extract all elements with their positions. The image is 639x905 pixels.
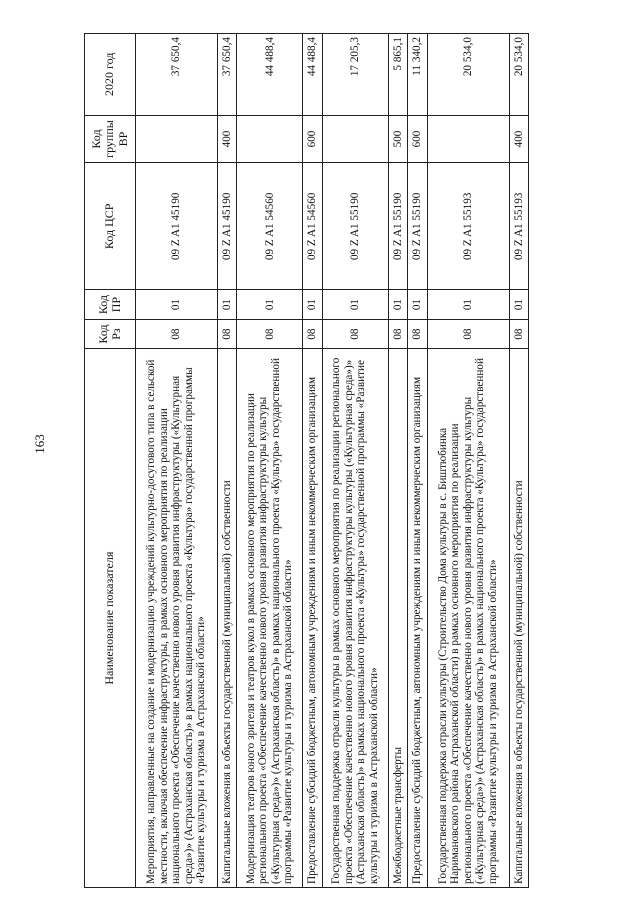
row-pr: 01 (408, 290, 427, 319)
row-amount: 37 650,4 (217, 34, 236, 116)
row-name: Предоставление субсидий бюджетным, автономным учреждениям и иным некоммерческим организациям (303, 349, 322, 888)
row-name: Капитальные вложения в объекты государственной (муниципальной) собственности (509, 349, 528, 888)
budget-table-container (84, 33, 529, 888)
row-vr: 600 (303, 115, 322, 163)
row-name: Модернизация театров юного зрителя и театров кукол в рамках основного мероприятия по реализации регионального проекта «Обеспечение качественно нового уровня развития инфраструктуры культуры («Культурная среда»)» (Астраханская область)» в рамках национального проекта «Культура» государственной программы «Развитие культуры и туризма в Астраханской области» (237, 349, 303, 888)
header-2020: 2020 год (85, 34, 136, 116)
row-csr: 09 Z A1 54560 (303, 163, 322, 290)
row-pr: 01 (322, 290, 388, 319)
row-amount: 11 340,2 (408, 34, 427, 116)
row-name: Государственная поддержка отрасли культуры в рамках основного мероприятия по реализации регионального проекта «Обеспечение качественно нового уровня развития инфраструктуры культуры («Культурная среда»)» (Астраханская область)» в рамках национального проекта «Культура» государственной программы «Развитие культуры и туризма в Астраханской области» (322, 349, 388, 888)
row-name: Предоставление субсидий бюджетным, автономным учреждениям и иным некоммерческим организациям (408, 349, 427, 888)
row-amount: 20 534,0 (509, 34, 528, 116)
header-rz: Код Рз (85, 319, 136, 348)
row-amount: 20 534,0 (427, 34, 509, 116)
table-row (389, 34, 408, 888)
row-amount: 37 650,4 (136, 34, 218, 116)
row-rz: 08 (237, 319, 303, 348)
header-vr: Код группы ВР (85, 115, 136, 163)
row-csr: 09 Z A1 55190 (322, 163, 388, 290)
row-rz: 08 (509, 319, 528, 348)
row-csr: 09 Z A1 55193 (509, 163, 528, 290)
row-pr: 01 (237, 290, 303, 319)
row-amount: 44 488,4 (237, 34, 303, 116)
row-csr: 09 Z A1 54560 (237, 163, 303, 290)
row-vr: 400 (217, 115, 236, 163)
row-rz: 08 (389, 319, 408, 348)
row-pr: 01 (389, 290, 408, 319)
table-row (217, 34, 236, 888)
page-number: 163 (31, 434, 47, 454)
row-amount: 17 205,3 (322, 34, 388, 116)
budget-table (84, 33, 529, 888)
table-row (408, 34, 427, 888)
row-pr: 01 (303, 290, 322, 319)
table-row (509, 34, 528, 888)
row-csr: 09 Z A1 55190 (408, 163, 427, 290)
row-vr: 400 (509, 115, 528, 163)
row-amount: 5 865,1 (389, 34, 408, 116)
row-vr: 600 (408, 115, 427, 163)
header-csr: Код ЦСР (85, 163, 136, 290)
row-pr: 01 (509, 290, 528, 319)
row-csr: 09 Z A1 55190 (389, 163, 408, 290)
table-row (322, 34, 388, 888)
header-name: Наименование показателя (85, 349, 136, 888)
row-vr: 500 (389, 115, 408, 163)
row-name: Государственная поддержка отрасли культуры (Строительство Дома культуры в с. Биштюбинка Наримановского района Астраханской области) в рамках основного мероприятия по реализации регионального проекта «Обеспечение качественно нового уровня развития инфраструктуры культуры («Культурная среда»)» (Астраханская область)» в рамках национального проекта «Культура» государственной программы «Развитие культуры и туризма в Астраханской области» (427, 349, 509, 888)
table-row (237, 34, 303, 888)
row-csr: 09 Z A1 55193 (427, 163, 509, 290)
row-rz: 08 (303, 319, 322, 348)
table-row (427, 34, 509, 888)
row-csr: 09 Z A1 45190 (217, 163, 236, 290)
row-vr (237, 115, 303, 163)
row-rz: 08 (408, 319, 427, 348)
row-pr: 01 (136, 290, 218, 319)
table-header-row (85, 34, 136, 888)
row-amount: 44 488,4 (303, 34, 322, 116)
row-pr: 01 (217, 290, 236, 319)
row-vr (427, 115, 509, 163)
table-row (303, 34, 322, 888)
row-rz: 08 (427, 319, 509, 348)
header-pr: Код ПР (85, 290, 136, 319)
row-rz: 08 (136, 319, 218, 348)
row-vr (322, 115, 388, 163)
row-rz: 08 (217, 319, 236, 348)
row-name: Капитальные вложения в объекты государственной (муниципальной) собственности (217, 349, 236, 888)
row-rz: 08 (322, 319, 388, 348)
row-name: Мероприятия, направленные на создание и модернизацию учреждений культурно-досугового типа в сельской местности, включая обеспечение инфраструктуры, в рамках основного мероприятия по реализации национального проекта «Обеспечение качественно нового уровня развития инфраструктуры («Культурная среда»)» (Астраханская область)» в рамках национального проекта «Культура» государственной программы «Развитие культуры и туризма в Астраханской области» (136, 349, 218, 888)
row-vr (136, 115, 218, 163)
row-name: Межбюджетные трансферты (389, 349, 408, 888)
table-row (136, 34, 218, 888)
row-pr: 01 (427, 290, 509, 319)
row-csr: 09 Z A1 45190 (136, 163, 218, 290)
